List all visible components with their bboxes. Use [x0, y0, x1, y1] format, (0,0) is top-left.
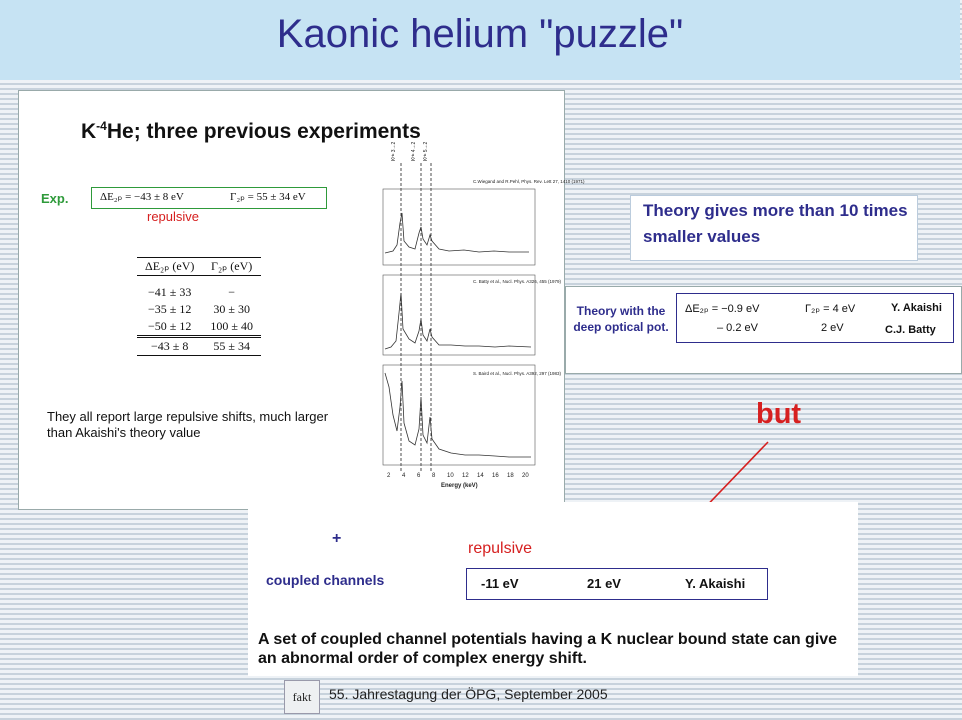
- theory-author-2: C.J. Batty: [885, 324, 936, 336]
- table-row: −41 ± 33 −: [148, 285, 236, 299]
- exp-result-box: [91, 187, 327, 209]
- x-tick: 8: [432, 473, 436, 479]
- spectrum-trace-3: [385, 373, 531, 457]
- x-tick: 2: [387, 473, 391, 479]
- spectrum-trace-1: [385, 213, 529, 253]
- theory-shift-2: – 0.2 eV: [717, 322, 758, 334]
- repulsive-label: repulsive: [468, 540, 533, 557]
- coupled-width: 21 eV: [587, 576, 621, 591]
- theory-width-1: Γ₂ₚ = 4 eV: [805, 303, 856, 315]
- x-tick: 16: [492, 473, 499, 479]
- theory-author-1: Y. Akaishi: [891, 302, 942, 314]
- spectrum-ref-1: C.Wiegand and R.Pehl, Phys. Rev. Lett 27, 1410 (1971): [473, 179, 585, 184]
- coupled-channels-panel: [248, 502, 858, 676]
- theory-width-2: 2 eV: [821, 322, 844, 334]
- spectra-figure: [369, 141, 585, 489]
- spectrum-ref-3: S. Baird et al., Nucl. Phys. A392, 297 (1983): [473, 371, 562, 376]
- table-row: −50 ± 12 100 ± 40: [148, 319, 253, 333]
- x-tick: 12: [462, 473, 469, 479]
- repulsive-label: repulsive: [147, 209, 200, 224]
- spectrum-frame-1: [383, 189, 535, 265]
- fakt-logo: fakt: [284, 680, 320, 714]
- x-tick: 6: [417, 473, 421, 479]
- coupled-author: Y. Akaishi: [685, 576, 746, 591]
- theory-shift-1: ΔE₂ₚ = −0.9 eV: [685, 303, 760, 315]
- spectrum-ref-2: C. Batty et al., Nucl. Phys. A326, 455 (1979): [473, 279, 562, 284]
- footer-text: 55. Jahrestagung der ÖPG, September 2005: [329, 686, 608, 702]
- experiment-table: [137, 257, 261, 356]
- report-text: They all report large repulsive shifts, much larger than Akaishi's theory value: [47, 409, 329, 440]
- theory-callout: Theory gives more than 10 times smaller values: [630, 195, 918, 261]
- line-label: Kᴴᵉ 3→2: [391, 141, 397, 161]
- conclusion-text: A set of coupled channel potentials having a K nuclear bound state can give an abnormal order of complex energy shift.: [258, 631, 838, 667]
- plus-sign: +: [332, 530, 342, 547]
- coupled-shift: -11 eV: [481, 576, 519, 591]
- coupled-channels-label: coupled channels: [266, 572, 385, 588]
- x-axis-label: Energy (keV): [441, 483, 478, 489]
- exp-shift: ΔE₂ₚ = −43 ± 8 eV: [100, 191, 184, 203]
- footer: [284, 678, 624, 714]
- spectrum-frame-3: [383, 365, 535, 465]
- akaishi-result-box: [466, 568, 768, 600]
- table-header-shift: ΔE₂ₚ (eV): [145, 259, 195, 273]
- theory-box: [676, 293, 954, 343]
- slide-title: Kaonic helium "puzzle": [276, 12, 684, 56]
- theory-label: Theory with the deep optical pot.: [573, 304, 669, 334]
- x-tick: 4: [402, 473, 406, 479]
- table-row: −35 ± 12 30 ± 30: [148, 302, 250, 316]
- but-label: but: [756, 398, 802, 430]
- table-header-width: Γ₂ₚ (eV): [211, 259, 253, 273]
- experiments-panel: [18, 90, 585, 510]
- table-total-row: −43 ± 8 55 ± 34: [137, 337, 261, 356]
- x-tick: 10: [447, 473, 454, 479]
- exp-width: Γ₂ₚ = 55 ± 34 eV: [230, 191, 306, 203]
- theory-panel: [565, 286, 962, 374]
- x-tick: 18: [507, 473, 514, 479]
- exp-label: Exp.: [41, 191, 69, 206]
- line-label: Kᴴᵉ 4→2: [411, 141, 417, 161]
- x-tick: 14: [477, 473, 484, 479]
- spectrum-trace-2: [385, 293, 531, 349]
- experiments-heading: $K^{-4}He$; three previous experiments: [81, 119, 421, 143]
- line-label: Kᴴᵉ 5→2: [423, 141, 429, 161]
- x-tick: 20: [522, 473, 529, 479]
- spectrum-frame-2: [383, 275, 535, 355]
